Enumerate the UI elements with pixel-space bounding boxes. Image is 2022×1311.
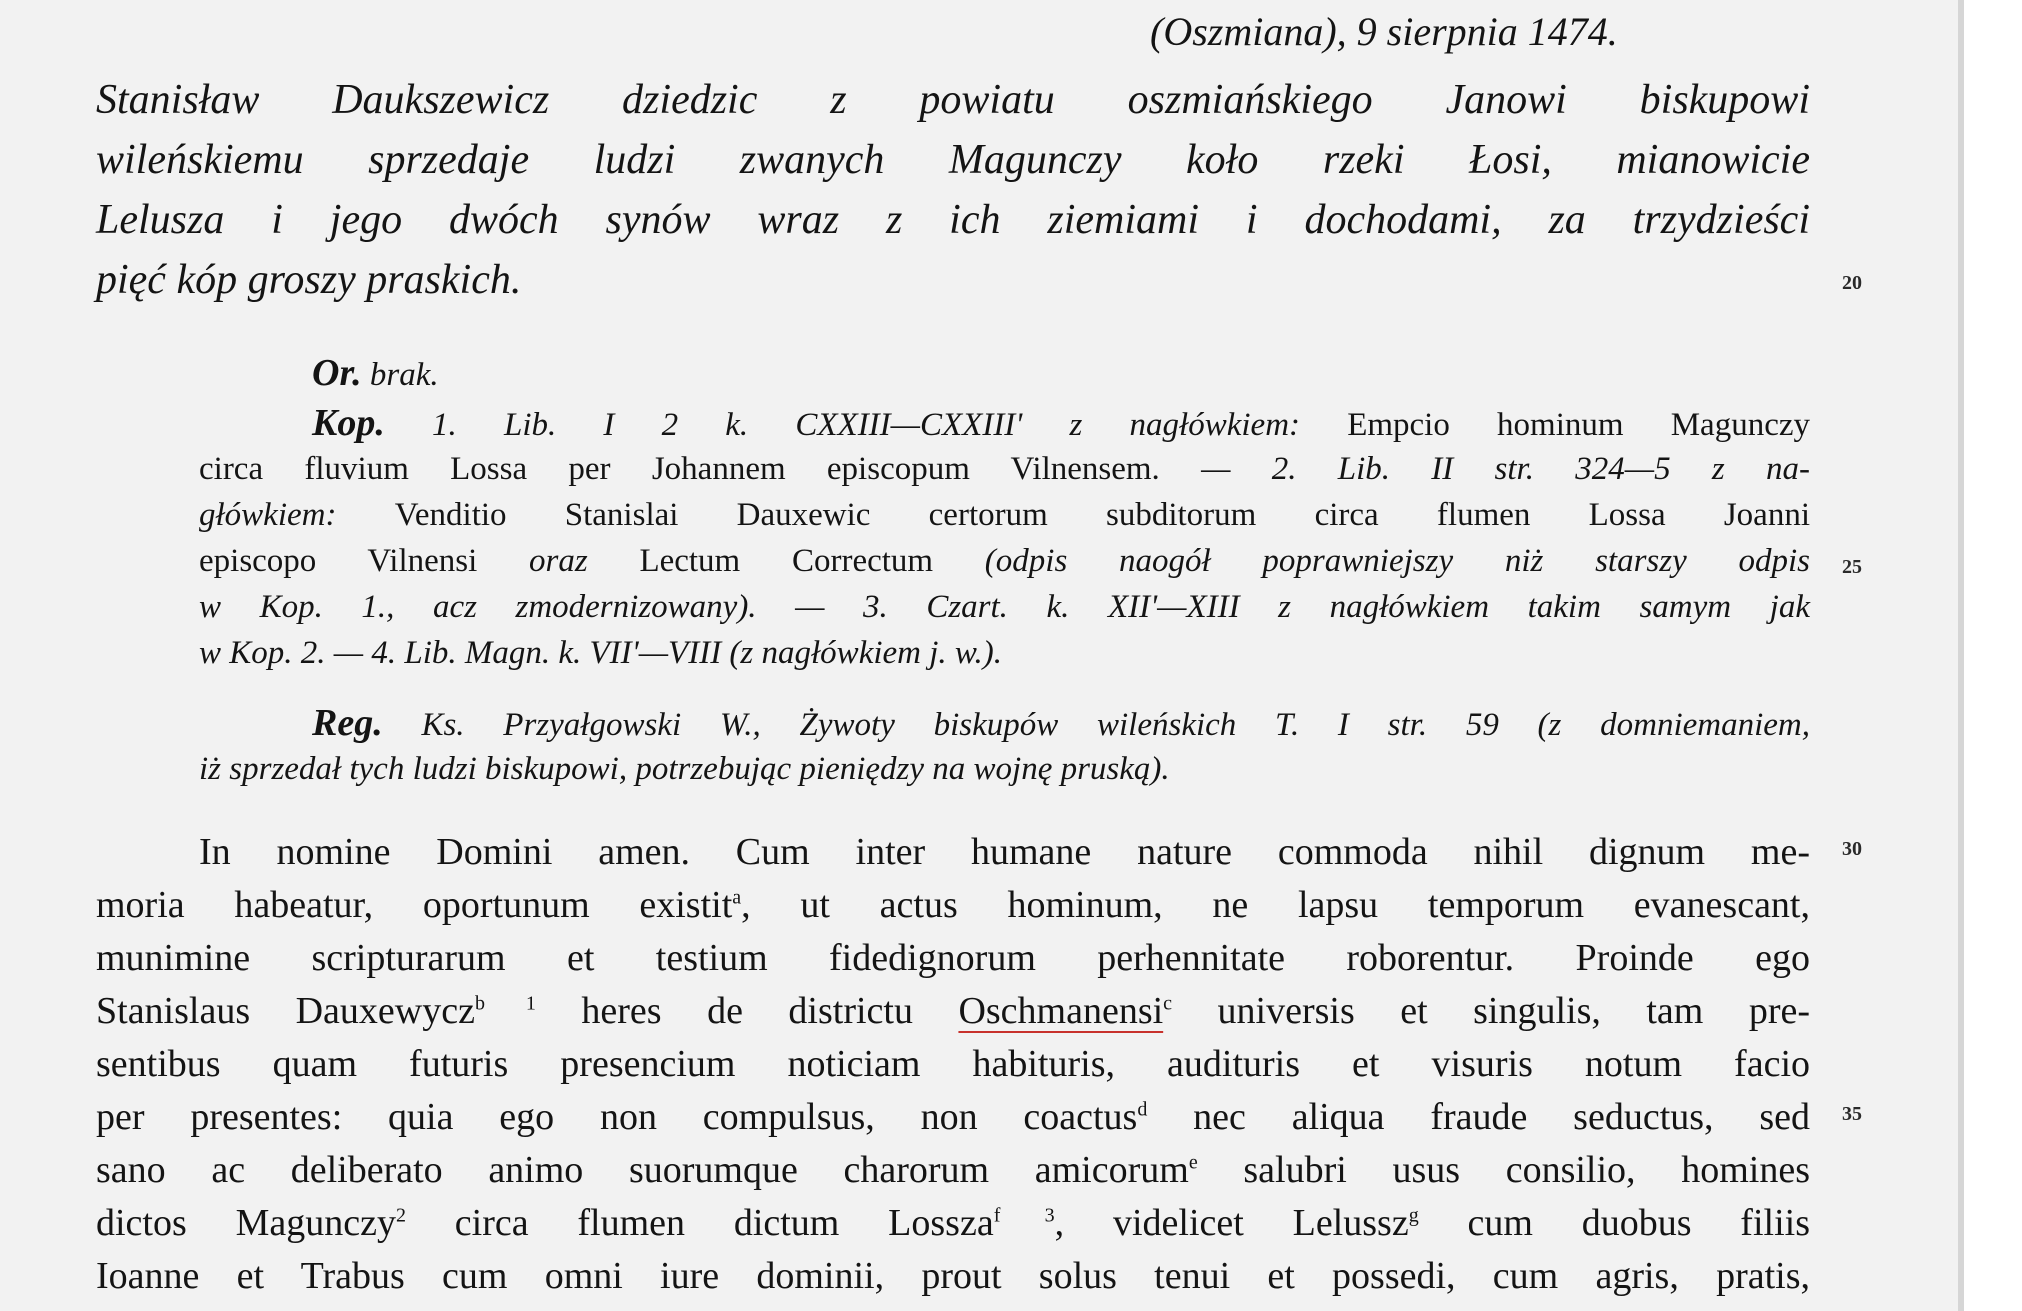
text-line-2 bbox=[96, 879, 1810, 932]
kop-line-3 bbox=[199, 492, 1810, 538]
text-seg: dictos Magunczy bbox=[96, 1202, 396, 1244]
text-seg: nec aliqua fraude seductus, sed bbox=[1147, 1096, 1810, 1138]
line-number: 35 bbox=[1842, 1103, 1862, 1125]
text-seg: Stanislaus Dauxewycz bbox=[96, 990, 475, 1032]
text-seg: sano ac deliberato animo suorumque charorum amicorum bbox=[96, 1149, 1189, 1191]
kop-line-2 bbox=[199, 446, 1810, 492]
text-seg: cum duobus filiis bbox=[1418, 1202, 1810, 1244]
kop-line-1 bbox=[312, 400, 1810, 448]
text-seg: , videlicet Lelussz bbox=[1054, 1202, 1409, 1244]
text-seg: heres de districtu bbox=[535, 990, 959, 1032]
reg-line-1 bbox=[312, 700, 1810, 748]
page-edge bbox=[1958, 0, 1964, 1311]
text-line-9: Ioanne et Trabus cum omni iure dominii, prout solus tenui et possedi, cum agris, pratis, bbox=[96, 1255, 1810, 1297]
regest-line-3: Lelusza i jego dwóch synów wraz z ich ziemiami i dochodami, za trzydzieści bbox=[96, 197, 1810, 243]
text-seg: circa flumen dictum Lossza bbox=[405, 1202, 994, 1244]
footnote-mark: c bbox=[1163, 992, 1173, 1015]
line-number: 25 bbox=[1842, 556, 1862, 578]
regest-line-1: Stanisław Daukszewicz dziedzic z powiatu oszmiańskiego Janowi biskupowi bbox=[96, 77, 1810, 123]
kop-line-4 bbox=[199, 538, 1810, 584]
kop-ref: główkiem: bbox=[199, 497, 395, 533]
text-line-4 bbox=[96, 985, 1810, 1038]
kop-line-6: w Kop. 2. — 4. Lib. Magn. k. VII'—VIII (z nagłówkiem j. w.). bbox=[199, 635, 1002, 671]
reg-line-2: iż sprzedał tych ludzi biskupowi, potrzebując pieniędzy na wojnę pruską). bbox=[199, 751, 1170, 787]
kop-label: Kop. bbox=[312, 402, 385, 444]
or-label: Or. bbox=[312, 352, 362, 394]
text-line-5: sentibus quam futuris presencium noticiam habituris, audituris et visuris notum facio bbox=[96, 1043, 1810, 1085]
reg-text: Ks. Przyałgowski W., Żywoty biskupów wileńskich T. I str. 59 (z domniemaniem, bbox=[421, 707, 1810, 743]
text-seg: , ut actus hominum, ne lapsu temporum evanescant, bbox=[741, 884, 1810, 926]
footnote-mark: 2 bbox=[395, 1204, 406, 1227]
text-line-1: In nomine Domini amen. Cum inter humane nature commoda nihil dignum me- bbox=[199, 831, 1810, 873]
kop-line-5: w Kop. 1., acz zmodernizowany). — 3. Czart. k. XII'—XIII z nagłówkiem takim samym jak bbox=[199, 589, 1810, 625]
regest-line-2: wileńskiemu sprzedaje ludzi zwanych Magunczy koło rzeki Łosi, mianowicie bbox=[96, 137, 1810, 183]
reg-label: Reg. bbox=[312, 702, 383, 744]
footnote-mark: a bbox=[732, 886, 742, 909]
underlined-word: Oschmanensi bbox=[958, 990, 1164, 1032]
kop-heading-cont: episcopo Vilnensi bbox=[199, 543, 478, 579]
text-line-8 bbox=[96, 1197, 1810, 1250]
footnote-mark: f 3 bbox=[993, 1204, 1055, 1227]
footnote-mark: d bbox=[1137, 1098, 1148, 1121]
kop-heading: Lectum Correctum bbox=[639, 543, 934, 579]
kop-ref: oraz bbox=[477, 543, 640, 579]
kop-ref: 1. Lib. I 2 k. CXXIII—CXXIII' z nagłówkiem: bbox=[432, 407, 1348, 443]
text-seg: universis et singulis, tam pre- bbox=[1172, 990, 1810, 1032]
kop-heading: Empcio hominum Magunczy bbox=[1347, 407, 1810, 443]
footnote-mark: g bbox=[1408, 1204, 1419, 1227]
text-seg: per presentes: quia ego non compulsus, non coactus bbox=[96, 1096, 1138, 1138]
text-line-3: munimine scripturarum et testium fidedignorum perhennitate roborentur. Proinde ego bbox=[96, 937, 1810, 979]
text-line-6 bbox=[96, 1091, 1810, 1144]
text-line-7 bbox=[96, 1144, 1810, 1197]
regest-line-4: pięć kóp groszy praskich. bbox=[96, 257, 522, 303]
line-number: 20 bbox=[1842, 272, 1862, 294]
kop-heading-cont: circa fluvium Lossa per Johannem episcopum Vilnensem. bbox=[199, 451, 1160, 487]
kop-heading: Venditio Stanislai Dauxewic certorum subditorum circa flumen Lossa Joanni bbox=[394, 497, 1810, 533]
or-text: brak. bbox=[369, 357, 439, 393]
text-seg: salubri usus consilio, homines bbox=[1197, 1149, 1810, 1191]
kop-note: (odpis naogół poprawniejszy niż starszy odpis bbox=[933, 543, 1810, 579]
line-number: 30 bbox=[1842, 838, 1862, 860]
kop-ref: — 2. Lib. II str. 324—5 z na- bbox=[1159, 451, 1810, 487]
footnote-mark: e bbox=[1188, 1151, 1198, 1174]
date-line: (Oszmiana), 9 sierpnia 1474. bbox=[1150, 9, 1618, 54]
footnote-mark: b 1 bbox=[474, 992, 536, 1015]
text-seg: moria habeatur, oportunum existit bbox=[96, 884, 733, 926]
apparatus-or bbox=[312, 350, 1923, 398]
